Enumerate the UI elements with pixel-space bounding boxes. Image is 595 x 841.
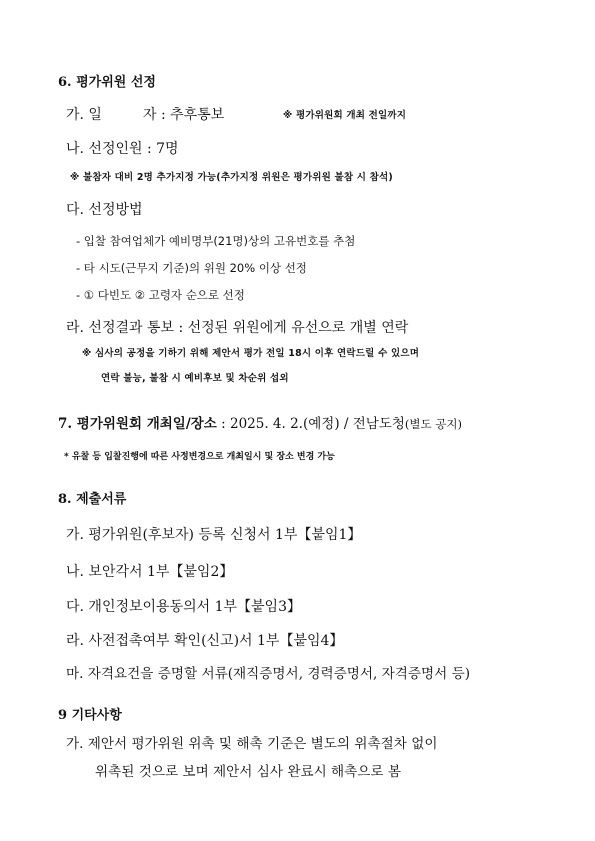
s8-doc-4: 라. 사전접촉여부 확인(신고)서 1부【붙임4】 (66, 633, 344, 649)
s6-item-d: 라. 선정결과 통보 : 선정된 위원에게 유선으로 개별 연락 (66, 320, 409, 336)
s6-item-a-note: ※ 평가위원회 개최 전일까지 (283, 110, 407, 121)
s8-doc-3: 다. 개인정보이용동의서 1부【붙임3】 (66, 599, 301, 615)
s6-method-1: - 입찰 참여업체가 예비명부(21명)상의 고유번호를 추첨 (76, 234, 356, 248)
s9-item-a-line-2: 위촉된 것으로 보며 제안서 심사 완료시 해촉으로 봄 (95, 764, 402, 780)
section-7-place: 전남도청 (352, 416, 405, 432)
s6-item-a-value: 자 : 추후통보 (143, 107, 225, 123)
section-9-title: 9 기타사항 (58, 708, 122, 723)
s8-doc-5: 마. 자격요건을 증명할 서류(재직증명서, 경력증명서, 자격증명서 등) (66, 666, 471, 682)
s9-item-a-line-1: 가. 제안서 평가위원 위촉 및 해촉 기준은 별도의 위촉절차 없이 (66, 736, 438, 752)
section-7-line (58, 418, 462, 432)
s6-method-3: - ① 다빈도 ② 고령자 순으로 선정 (76, 288, 245, 302)
s8-doc-2: 나. 보안각서 1부【붙임2】 (66, 564, 234, 580)
section-7-date: : 2025. 4. 2.(예정) (216, 416, 340, 432)
section-7-title: 7. 평가위원회 개최일/장소 (58, 416, 217, 432)
s6-item-d-note-1: ※ 심사의 공정을 기하기 위해 제안서 평가 전일 18시 이후 연락드릴 수 있으며 (82, 348, 420, 359)
section-6-title: 6. 평가위원 선정 (58, 75, 156, 90)
s6-method-2: - 타 시도(근무지 기준)의 위원 20% 이상 선정 (76, 261, 307, 275)
s6-item-b-note: ※ 불참자 대비 2명 추가지정 가능(추가지정 위원은 평가위원 불참 시 참석) (70, 172, 393, 183)
s8-doc-1: 가. 평가위원(후보자) 등록 신청서 1부【붙임1】 (66, 527, 362, 543)
section-7-separator: / (339, 416, 353, 432)
section-7-note: * 유찰 등 입찰진행에 따른 사정변경으로 개최일시 및 장소 변경 가능 (64, 452, 335, 462)
s6-item-d-note-2: 연락 불능, 불참 시 예비후보 및 차순위 섭외 (101, 373, 289, 384)
section-7-place-note: (별도 공지) (404, 417, 462, 431)
section-8-title: 8. 제출서류 (58, 492, 127, 507)
s6-item-a-label: 가. 일 (66, 107, 102, 123)
s6-item-b: 나. 선정인원 : 7명 (66, 141, 179, 157)
s6-item-c: 다. 선정방법 (66, 202, 143, 218)
